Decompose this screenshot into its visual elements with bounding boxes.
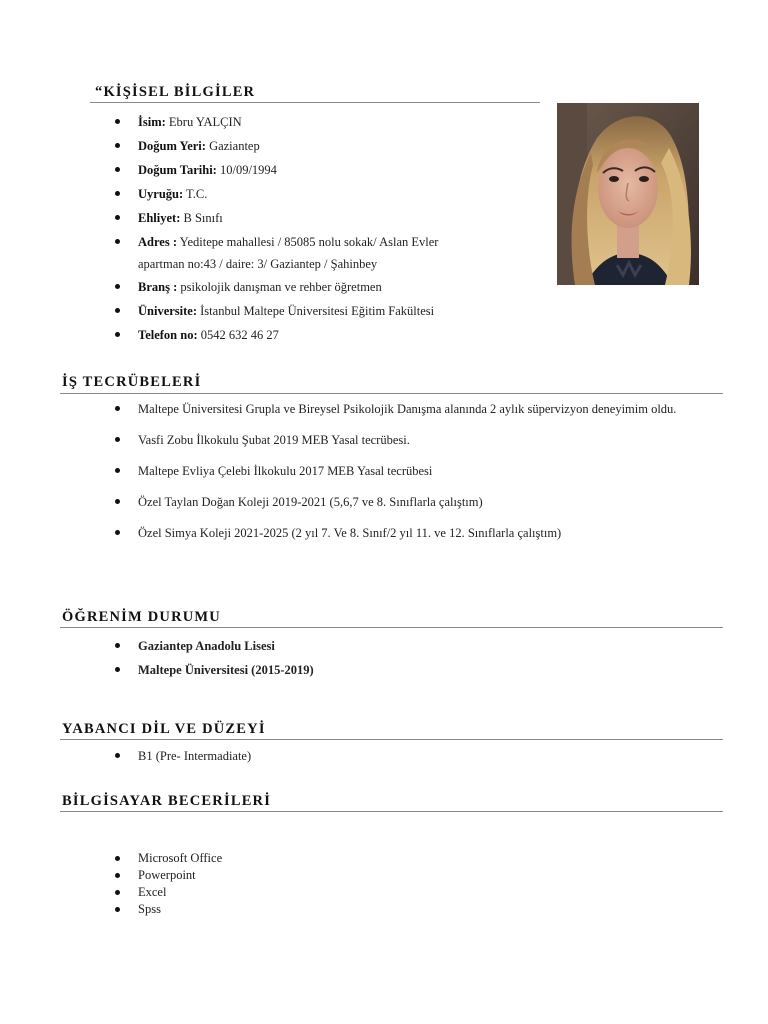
list-item <box>112 230 512 275</box>
item-label: Doğum Yeri: <box>138 139 206 153</box>
language-list <box>112 746 512 766</box>
item-value: 0542 632 46 27 <box>197 328 279 342</box>
item-value: T.C. <box>183 187 208 201</box>
list-item <box>112 134 512 158</box>
list-item <box>112 323 512 347</box>
list-item: Excel <box>112 884 512 901</box>
section-rule-personal <box>90 102 540 103</box>
item-label: Ehliyet: <box>138 211 181 225</box>
item-value: psikolojik danışman ve rehber öğretmen <box>177 280 382 294</box>
list-item: Gaziantep Anadolu Lisesi <box>112 634 512 658</box>
item-value: Ebru YALÇIN <box>165 115 242 129</box>
item-label: Üniversite: <box>138 304 198 318</box>
section-title-education: ÖĞRENİM DURUMU <box>62 609 221 625</box>
list-item <box>112 275 512 299</box>
list-item: Maltepe Üniversitesi Grupla ve Bireysel Psikolojik Danışma alanında 2 aylık süpervizyon deneyimim oldu. <box>112 399 732 419</box>
list-item: Maltepe Üniversitesi (2015-2019) <box>112 658 512 682</box>
section-title-language: YABANCI DİL VE DÜZEYİ <box>62 721 266 737</box>
list-item: Microsoft Office <box>112 850 512 867</box>
item-label: Adres : <box>138 235 178 249</box>
list-item: Maltepe Evliya Çelebi İlkokulu 2017 MEB Yasal tecrübesi <box>112 461 732 481</box>
section-title-computer: BİLGİSAYAR BECERİLERİ <box>62 793 272 809</box>
item-value: İstanbul Maltepe Üniversitesi Eğitim Fakültesi <box>197 304 435 318</box>
experience-list <box>112 399 732 554</box>
portrait-illustration <box>557 103 699 285</box>
item-label: Telefon no: <box>138 328 198 342</box>
list-item <box>112 110 512 134</box>
education-list <box>112 634 512 682</box>
section-rule-language <box>60 739 723 740</box>
section-title-experience: İŞ TECRÜBELERİ <box>62 374 202 390</box>
item-label: Branş : <box>138 280 178 294</box>
list-item <box>112 299 512 323</box>
item-value: Gaziantep <box>205 139 260 153</box>
section-title-personal: “KİŞİSEL BİLGİLER <box>95 84 256 100</box>
list-item: Vasfi Zobu İlkokulu Şubat 2019 MEB Yasal tecrübesi. <box>112 430 732 450</box>
computer-skills-list <box>112 850 512 918</box>
list-item: B1 (Pre- Intermadiate) <box>112 746 512 766</box>
list-item: Özel Taylan Doğan Koleji 2019-2021 (5,6,7 ve 8. Sınıflarla çalıştım) <box>112 492 732 512</box>
item-label: Uyruğu: <box>138 187 184 201</box>
section-rule-computer <box>60 811 723 812</box>
item-value-continued: apartman no:43 / daire: 3/ Gaziantep / Şahinbey <box>138 257 378 271</box>
list-item: Spss <box>112 901 512 918</box>
list-item <box>112 158 512 182</box>
list-item: Powerpoint <box>112 867 512 884</box>
personal-info-list <box>112 110 512 347</box>
item-value: 10/09/1994 <box>216 163 277 177</box>
item-value: Yeditepe mahallesi / 85085 nolu sokak/ Aslan Evler <box>177 235 439 249</box>
item-label: İsim: <box>138 115 166 129</box>
item-value: B Sınıfı <box>180 211 223 225</box>
profile-photo <box>557 103 699 285</box>
section-rule-education <box>60 627 723 628</box>
list-item <box>112 182 512 206</box>
list-item: Özel Simya Koleji 2021-2025 (2 yıl 7. Ve 8. Sınıf/2 yıl 11. ve 12. Sınıflarla çalıştım) <box>112 523 732 543</box>
section-rule-experience <box>60 393 723 394</box>
item-label: Doğum Tarihi: <box>138 163 217 177</box>
list-item <box>112 206 512 230</box>
